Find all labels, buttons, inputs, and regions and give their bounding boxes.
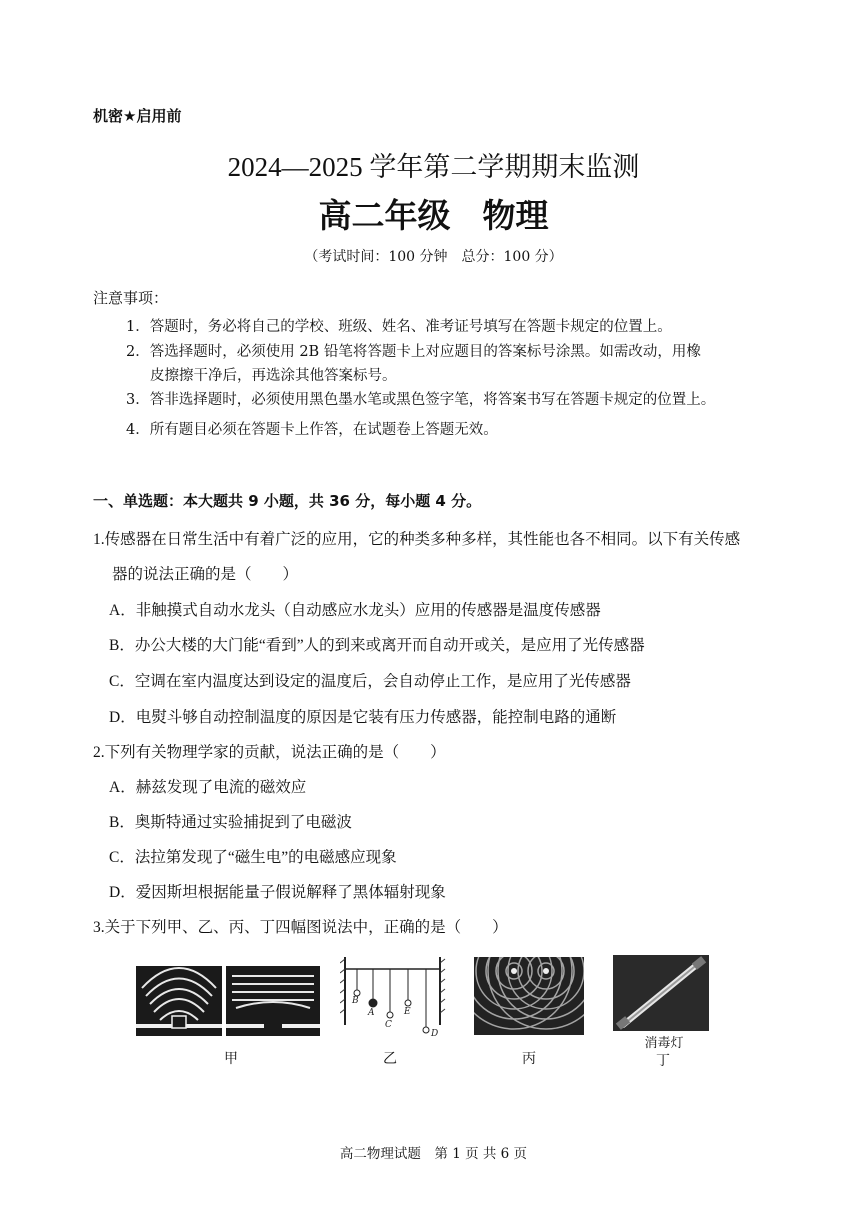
notice-item: 1．答题时，务必将自己的学校、班级、姓名、准考证号填写在答题卡规定的位置上。 — [126, 319, 672, 335]
question-2-option-d: D．爱因斯坦根据能量子假说解释了黑体辐射现象 — [109, 884, 446, 901]
notice-item: 3．答非选择题时，必须使用黑色墨水笔或黑色签字笔，将答案书写在答题卡规定的位置上。 — [126, 392, 716, 408]
interference-figure — [474, 957, 584, 1035]
notice-item-continued: 皮擦擦干净后，再选涂其他答案标号。 — [150, 368, 397, 384]
notice-item: 4．所有题目必须在答题卡上作答，在试题卷上答题无效。 — [126, 422, 498, 438]
pendulum-label-c: C — [385, 1020, 392, 1030]
figure-jia-caption: 甲 — [224, 1051, 238, 1067]
grade-subject-title — [0, 190, 867, 237]
diffraction-figure — [136, 966, 320, 1036]
grade-label: 高二年级 — [318, 196, 451, 235]
subject-label: 物理 — [482, 196, 549, 235]
exam-title: 2024—2025 学年第二学期期末监测 — [227, 152, 640, 182]
notice-heading: 注意事项： — [93, 289, 169, 307]
question-1-option-c: C．空调在室内温度达到设定的温度后，会自动停止工作，是应用了光传感器 — [109, 673, 631, 690]
question-1-option-b: B．办公大楼的大门能“看到”人的到来或离开而自动开或关，是应用了光传感器 — [109, 637, 645, 654]
question-1-option-a: A．非触摸式自动水龙头（自动感应水龙头）应用的传感器是温度传感器 — [109, 602, 601, 619]
question-2-option-a: A．赫兹发现了电流的磁效应 — [109, 779, 307, 796]
pendulum-figure — [340, 955, 448, 1040]
notice-item: 2．答选择题时，必须使用 2B 铅笔将答题卡上对应题目的答案标号涂黑。如需改动，用橡 — [126, 344, 701, 360]
confidential-label: 机密★启用前 — [93, 107, 182, 125]
pendulum-label-b: B — [352, 996, 359, 1006]
page-footer: 高二物理试题 第 1 页 共 6 页 — [339, 1146, 528, 1162]
figure-bing-caption: 丙 — [522, 1051, 536, 1067]
section-heading: 一、单选题：本大题共 9 小题，共 36 分，每小题 4 分。 — [93, 492, 482, 510]
figure-ding-caption: 丁 — [656, 1053, 670, 1069]
pendulum-label-d: D — [431, 1029, 439, 1039]
question-1-stem: 1.传感器在日常生活中有着广泛的应用，它的种类多种多样，其性能也各不相同。以下有关传感 — [93, 531, 741, 548]
pendulum-label-a: A — [368, 1008, 375, 1018]
question-2-option-b: B．奥斯特通过实验捕捉到了电磁波 — [109, 814, 352, 831]
exam-info: （考试时间：100 分钟 总分：100 分） — [304, 249, 563, 265]
question-1-option-d: D．电熨斗够自动控制温度的原因是它装有压力传感器，能控制电路的通断 — [109, 709, 617, 726]
disinfection-lamp-figure — [613, 955, 709, 1031]
question-1-stem-continued: 器的说法正确的是（ ） — [112, 566, 299, 583]
question-2-option-c: C．法拉第发现了“磁生电”的电磁感应现象 — [109, 849, 397, 866]
figure-yi-caption: 乙 — [383, 1051, 397, 1067]
question-3-stem: 3.关于下列甲、乙、丙、丁四幅图说法中，正确的是（ ） — [93, 919, 508, 936]
question-2-stem: 2.下列有关物理学家的贡献，说法正确的是（ ） — [93, 744, 446, 761]
figure-ding-label: 消毒灯 — [644, 1036, 684, 1051]
pendulum-label-e: E — [404, 1007, 411, 1017]
